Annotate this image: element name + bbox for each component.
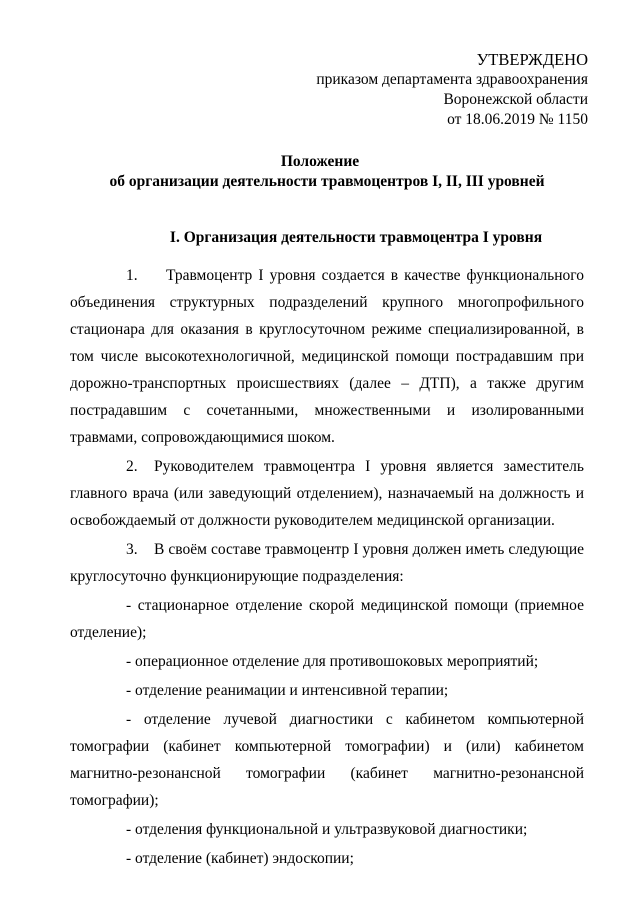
paragraph-text: Травмоцентр I уровня создается в качестве функционального объединения структурных подразделений крупного многопрофильного стационара для оказания в круглосуточном режиме специализированной, в том числе высокотехнологичной, медицинской помощи пострадавшим при дорожно-транспортных происшествиях (далее – ДТП), а также другим пострадавшим с сочетанными, множественными и изолированными травмами, сопровождающимися шоком. bbox=[70, 267, 584, 446]
paragraph-text: В своём составе травмоцентр I уровня должен иметь следующие круглосуточно функционирующие подразделения: bbox=[70, 541, 584, 585]
approval-region: Воронежской области bbox=[443, 91, 588, 108]
list-item: - стационарное отделение скорой медицинской помощи (приемное отделение); bbox=[70, 597, 584, 641]
document-title-line1: Положение bbox=[280, 153, 360, 170]
list-item: - операционное отделение для противошоковых мероприятий; bbox=[126, 653, 539, 670]
paragraph-number: 3. bbox=[126, 541, 138, 558]
approval-stamp bbox=[316, 50, 588, 130]
document-title-line2: об организации деятельности травмоцентров I, II, III уровней bbox=[109, 173, 545, 190]
list-item: - отделения функциональной и ультразвуковой диагностики; bbox=[126, 821, 528, 838]
paragraph-number: 1. bbox=[126, 267, 138, 284]
paragraph-1 bbox=[70, 262, 584, 451]
paragraph-3 bbox=[70, 536, 584, 590]
paragraph-text: Руководителем травмоцентра I уровня является заместитель главного врача (или заведующий отделением), назначаемый на должность и освобождаемый от должности руководителем медицинской организации. bbox=[70, 458, 584, 529]
approval-word: УТВЕРЖДЕНО bbox=[476, 50, 588, 69]
document-body bbox=[70, 262, 584, 872]
list-item: - отделение реанимации и интенсивной терапии; bbox=[126, 682, 449, 699]
approval-date-number: от 18.06.2019 № 1150 bbox=[447, 111, 588, 128]
list-item: - отделение (кабинет) эндоскопии; bbox=[126, 850, 354, 867]
document-title bbox=[0, 152, 640, 192]
section-heading: I. Организация деятельности травмоцентра I уровня bbox=[169, 229, 543, 246]
paragraph-number: 2. bbox=[126, 458, 138, 475]
list-item: - отделение лучевой диагностики с кабинетом компьютерной томографии (кабинет компьютерной томографии) и (или) кабинетом магнитно-резонансной томографии (кабинет магнитно-резонансной томографии); bbox=[70, 711, 584, 809]
approval-order: приказом департамента здравоохранения bbox=[316, 71, 588, 88]
paragraph-2 bbox=[70, 453, 584, 534]
